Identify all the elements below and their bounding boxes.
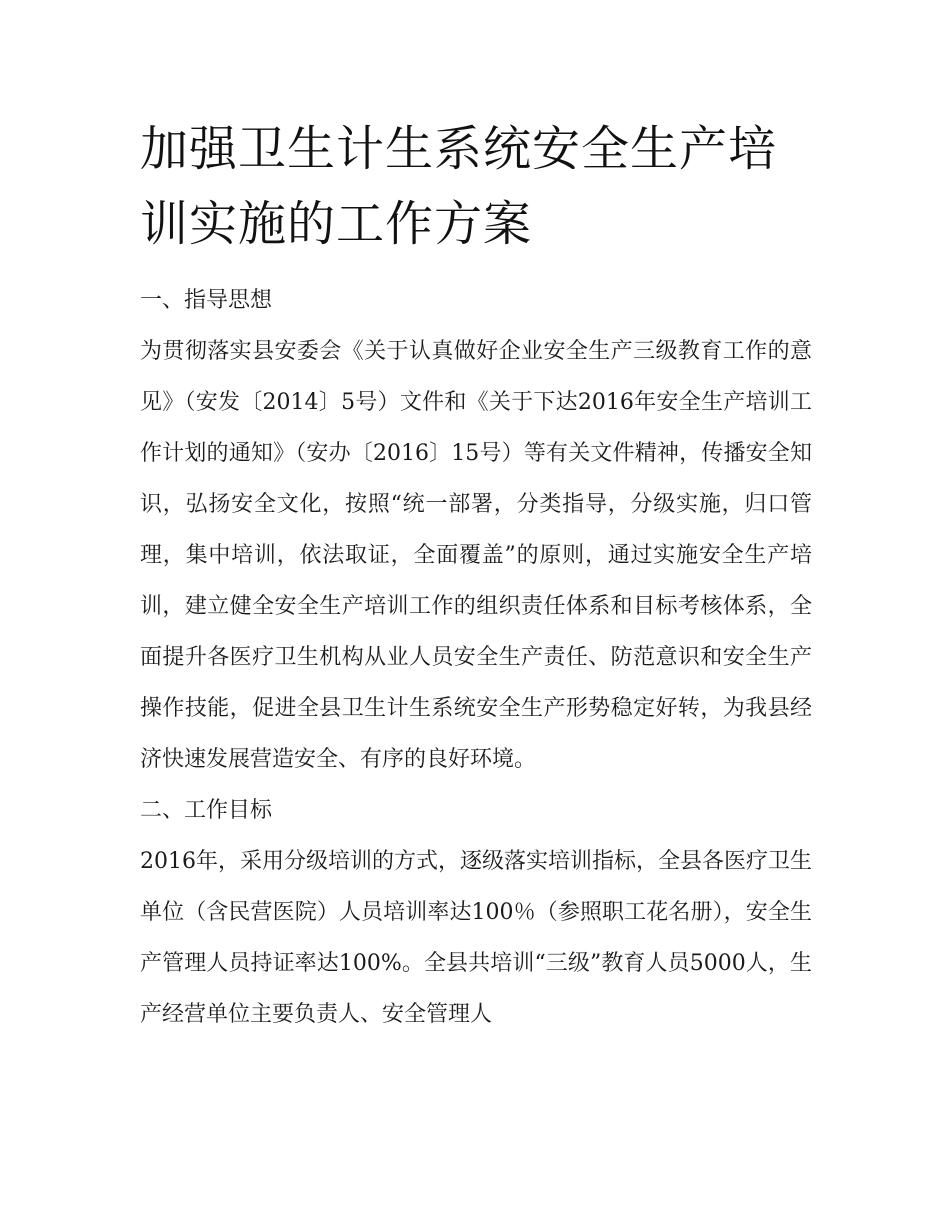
section-paragraph-guiding-ideology: 为贯彻落实县安委会《关于认真做好企业安全生产三级教育工作的意见》（安发〔2014〕5号）文件和《关于下达2016年安全生产培训工作计划的通知》（安办〔2016〕15号）等有关文件精神，传播安全知识，弘扬安全文化，按照“统一部署，分类指导，分级实施，归口管理，集中培训，依法取证，全面覆盖”的原则，通过实施安全生产培训，建立健全安全生产培训工作的组织责任体系和目标考核体系，全面提升各医疗卫生机构从业人员安全生产责任、防范意识和安全生产操作技能，促进全县卫生计生系统安全生产形势稳定好转，为我县经济快速发展营造安全、有序的良好环境。 <box>140 339 812 772</box>
section-paragraph-work-goals: 2016年，采用分级培训的方式，逐级落实培训指标，全县各医疗卫生单位（含民营医院）人员培训率达100％（参照职工花名册），安全生产管理人员持证率达100%。全县共培训“三级”教育人员5000人，生产经营单位主要负责人、安全管理人 <box>140 849 812 1027</box>
document-title: 加强卫生计生系统安全生产培训实施的工作方案 <box>140 121 778 252</box>
document-page <box>140 112 812 1040</box>
section-heading-work-goals: 二、工作目标 <box>140 798 273 823</box>
section-heading-guiding-ideology: 一、指导思想 <box>140 288 273 313</box>
